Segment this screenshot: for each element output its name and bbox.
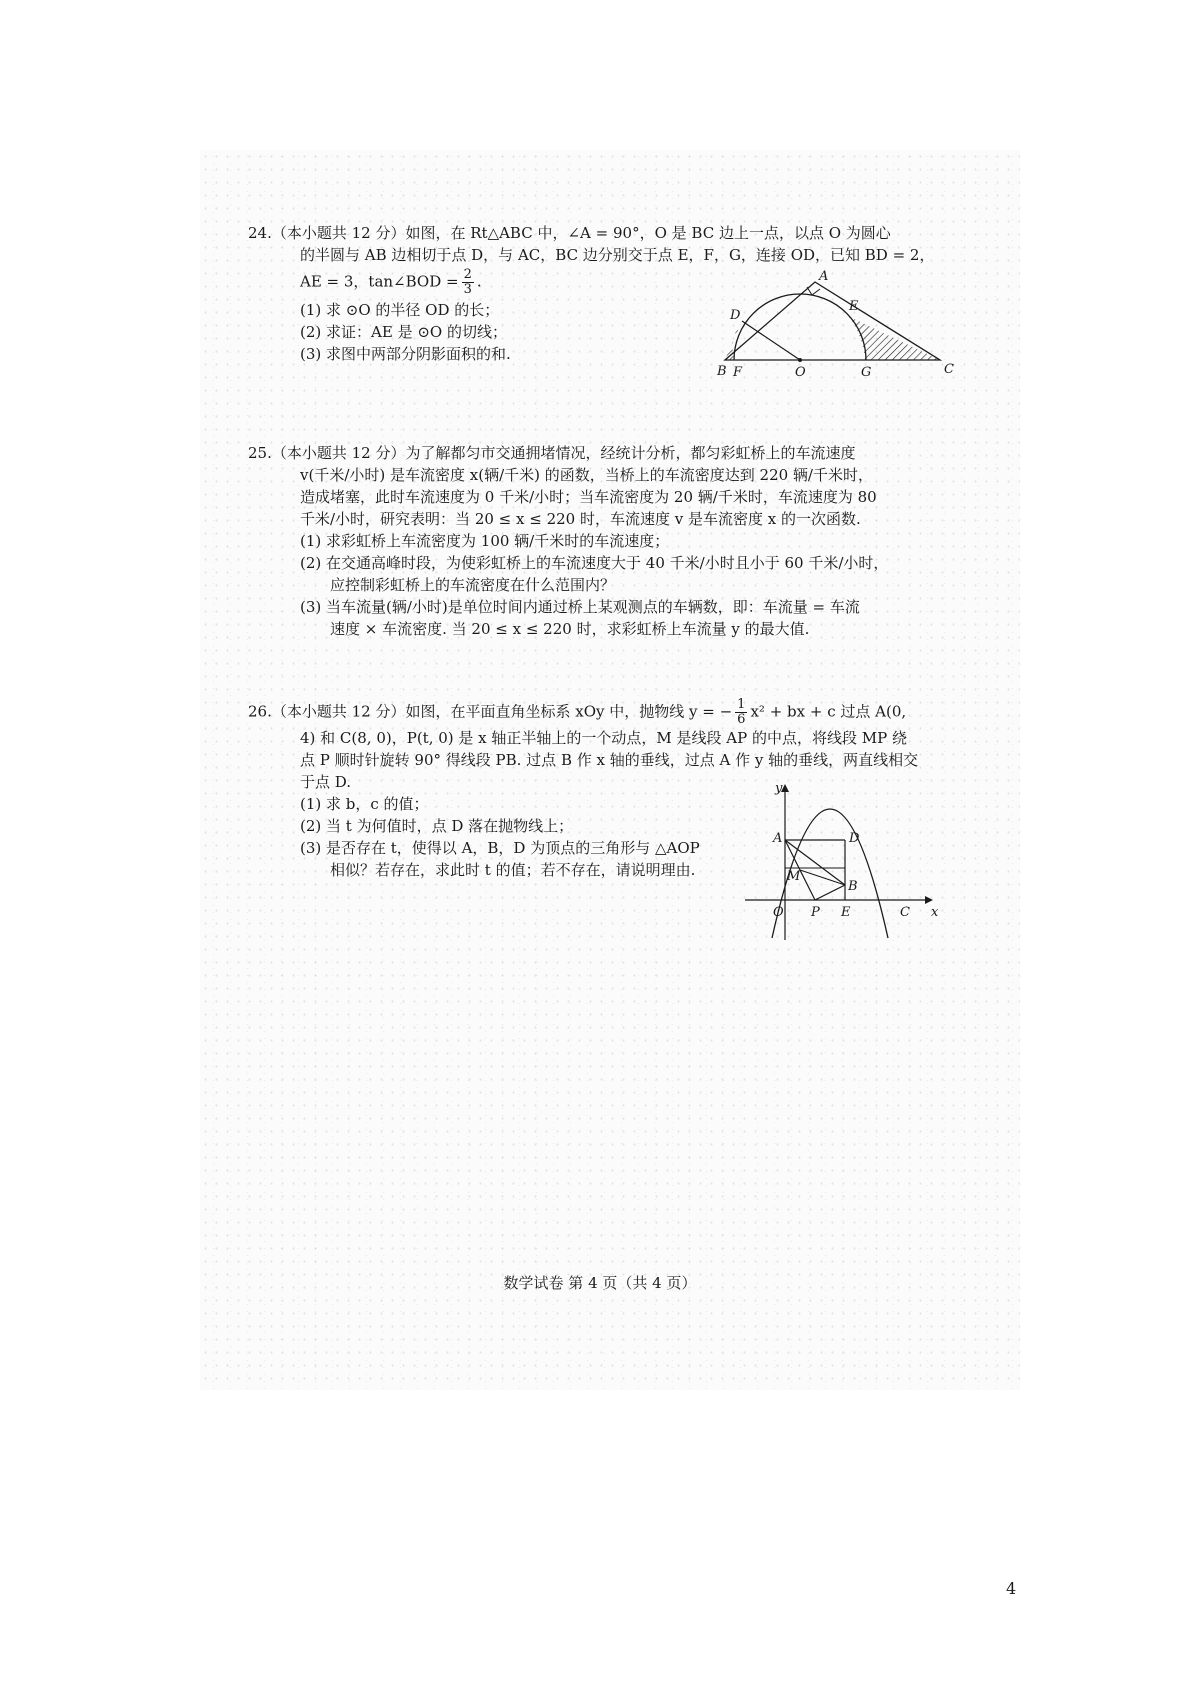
- q26-line-1b: x² + bx + c 过点 A(0,: [750, 702, 907, 721]
- page-number: 4: [1006, 1579, 1017, 1598]
- q26-label-D: D: [849, 831, 860, 846]
- q25-line-3: 造成堵塞，此时车流速度为 0 千米/小时；当车流密度为 20 辆/千米时，车流速度为 80: [300, 488, 877, 506]
- q26-label-A: A: [773, 831, 783, 846]
- q24-sub-2: (2) 求证：AE 是 ⊙O 的切线；: [300, 323, 507, 341]
- q26-x-arrow: [925, 896, 933, 904]
- q25-line-4: 千米/小时，研究表明：当 20 ≤ x ≤ 220 时，车流速度 v 是车流密度 x 的一次函数.: [300, 510, 861, 528]
- q24-point-o: [798, 358, 802, 362]
- q24-fraction: [462, 268, 474, 297]
- q26-label-x: x: [931, 905, 939, 920]
- q24-label-O: O: [795, 365, 806, 380]
- q26-label-C: C: [900, 905, 910, 920]
- q25-sub-3a: (3) 当车流量(辆/小时)是单位时间内通过桥上某观测点的车辆数，即：车流量 = 车流: [300, 598, 860, 616]
- q24-frac-denominator: 3: [463, 282, 472, 297]
- q26-label-E: E: [841, 905, 851, 920]
- q24-label-F: F: [733, 365, 743, 380]
- q24-label-C: C: [944, 362, 954, 377]
- q26-label-B: B: [848, 879, 858, 894]
- q24-right-angle-mark: [807, 287, 820, 295]
- q25-line-1: 25.（本小题共 12 分）为了解都匀市交通拥堵情况，经统计分析，都匀彩虹桥上的车流速度: [248, 444, 856, 462]
- q24-segment-od: [742, 321, 800, 360]
- q24-shaded-region-left: [725, 321, 742, 360]
- q24-frac-numerator: 2: [463, 267, 472, 282]
- page-footer: 数学试卷 第 4 页（共 4 页）: [503, 1274, 697, 1292]
- q24-label-D: D: [730, 308, 741, 323]
- q24-sub-3: (3) 求图中两部分阴影面积的和.: [300, 345, 511, 363]
- q26-line-1a: 26.（本小题共 12 分）如图，在平面直角坐标系 xOy 中，抛物线 y = −: [248, 702, 733, 721]
- q24-label-B: B: [717, 364, 727, 379]
- q26-frac-denominator: 6: [737, 712, 746, 727]
- q26-coordinate-figure: [745, 780, 945, 940]
- q26-label-O: O: [773, 905, 784, 920]
- q26-sub-1: (1) 求 b，c 的值；: [300, 795, 429, 813]
- q24-stem-line-3a: AE = 3，tan∠BOD =: [300, 272, 459, 291]
- q26-frac-numerator: 1: [737, 697, 746, 712]
- q24-geometry-figure: [715, 268, 955, 383]
- q26-line-3: 点 P 顺时针旋转 90° 得线段 PB. 过点 B 作 x 轴的垂线，过点 A 作 y 轴的垂线，两直线相交: [300, 751, 919, 769]
- q24-label-E: E: [849, 299, 859, 314]
- question-25: [248, 442, 888, 640]
- q24-stem-line-1: 24.（本小题共 12 分）如图，在 Rt△ABC 中，∠A = 90°，O 是 BC 边上一点，以点 O 为圆心: [248, 224, 891, 242]
- q26-line-4: 于点 D.: [300, 773, 352, 791]
- q25-line-2: v(千米/小时) 是车流密度 x(辆/千米) 的函数，当桥上的车流密度达到 220 辆/千米时，: [300, 466, 873, 484]
- q25-sub-2a: (2) 在交通高峰时段，为使彩虹桥上的车流速度大于 40 千米/小时且小于 60 千米/小时，: [300, 554, 889, 572]
- q25-sub-2b: 应控制彩虹桥上的车流密度在什么范围内？: [330, 576, 616, 594]
- q24-sub-1: (1) 求 ⊙O 的半径 OD 的长；: [300, 301, 500, 319]
- q26-segment-pb: [815, 885, 845, 900]
- q26-line-2: 4) 和 C(8, 0)，P(t, 0) 是 x 轴正半轴上的一个动点，M 是线段 AP 的中点，将线段 MP 绕: [300, 729, 907, 747]
- q24-stem-line-3b: .: [476, 272, 482, 291]
- q24-semicircle: [734, 294, 866, 360]
- q24-stem-line-2: 的半圆与 AB 边相切于点 D，与 AC，BC 边分别交于点 E，F，G，连接 OD，已知 BD = 2，: [300, 246, 935, 264]
- q24-label-G: G: [861, 365, 872, 380]
- q24-label-A: A: [819, 269, 829, 284]
- q26-line-1: [248, 698, 918, 727]
- q26-fraction: [735, 698, 747, 727]
- q25-sub-1: (1) 求彩虹桥上车流密度为 100 辆/千米时的车流速度；: [300, 532, 670, 550]
- q25-sub-3b: 速度 × 车流密度. 当 20 ≤ x ≤ 220 时，求彩虹桥上车流量 y 的最大值.: [330, 620, 810, 638]
- q26-label-P: P: [811, 905, 820, 920]
- q26-sub-2: (2) 当 t 为何值时，点 D 落在抛物线上；: [300, 817, 574, 835]
- q26-label-y: y: [775, 781, 783, 796]
- q26-sub-3a: (3) 是否存在 t，使得以 A，B，D 为顶点的三角形与 △AOP: [300, 839, 700, 857]
- q26-label-M: M: [787, 869, 801, 884]
- q26-sub-3b: 相似？若存在，求此时 t 的值；若不存在，请说明理由.: [330, 861, 696, 879]
